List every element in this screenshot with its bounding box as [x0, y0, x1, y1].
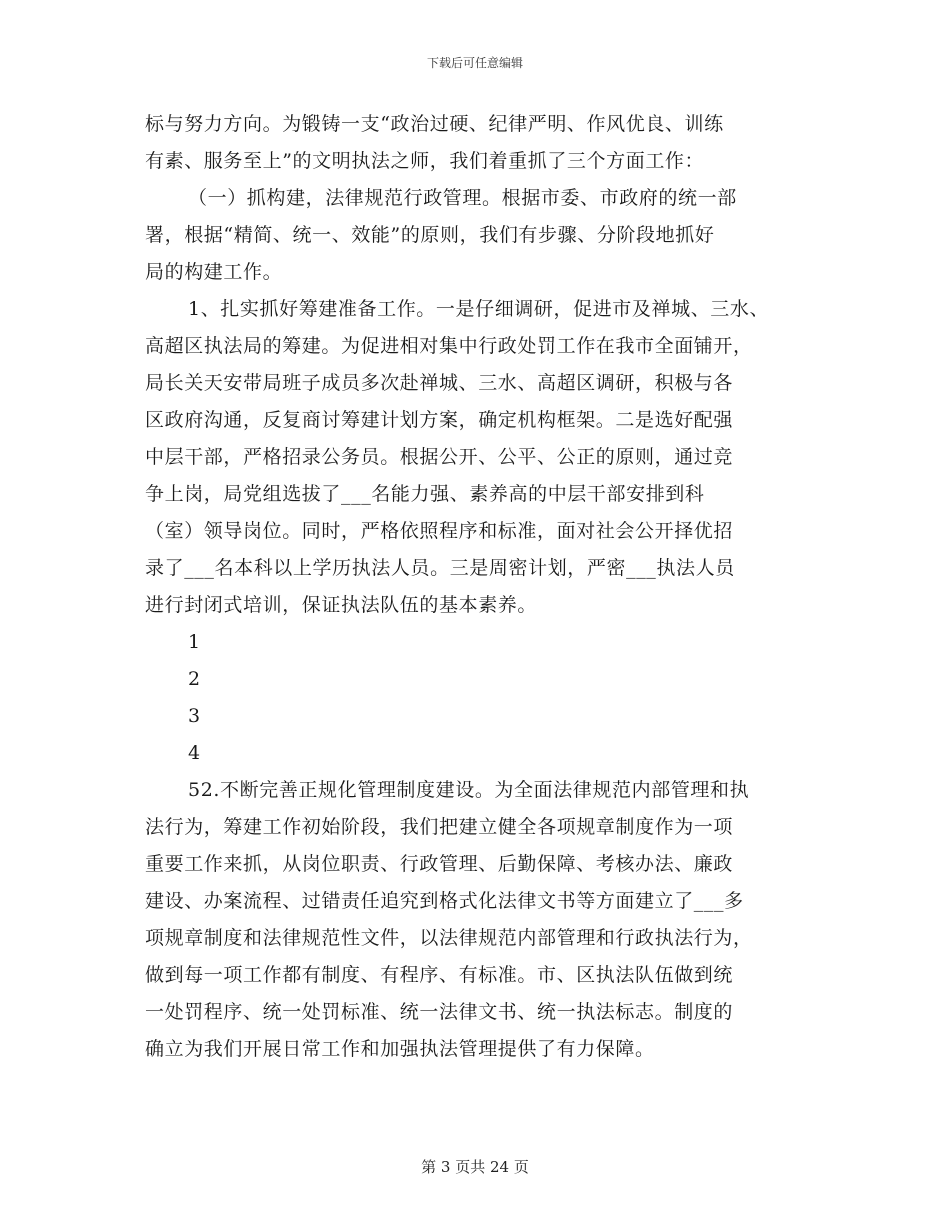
document-body — [145, 106, 835, 1068]
text-line: 一处罚程序、统一处罚标准、统一法律文书、统一执法标志。制度的 — [145, 1001, 734, 1023]
text-line: 区政府沟通，反复商讨筹建计划方案，确定机构框架。二是选好配强 — [145, 409, 734, 431]
text-line: 1、扎实抓好筹建准备工作。一是仔细调研，促进市及禅城、三水、 — [188, 298, 770, 320]
text-line: 争上岗，局党组选拔了___名能力强、素养高的中层干部安排到科 — [145, 483, 705, 505]
text-line: 局的构建工作。 — [145, 261, 283, 283]
text-line: 确立为我们开展日常工作和加强执法管理提供了有力保障。 — [145, 1038, 655, 1060]
list-number: 4 — [188, 742, 201, 764]
text-line: 法行为，筹建工作初始阶段，我们把建立健全各项规章制度作为一项 — [145, 816, 734, 838]
page-header: 下载后可任意编辑 — [426, 56, 523, 70]
text-line: 局长关天安带局班子成员多次赴禅城、三水、高超区调研，积极与各 — [145, 372, 734, 394]
text-line: 建设、办案流程、过错责任追究到格式化法律文书等方面建立了___多 — [145, 890, 744, 912]
text-line: 重要工作来抓，从岗位职责、行政管理、后勤保障、考核办法、廉政 — [145, 853, 734, 875]
text-line: 有素、服务至上”的文明执法之师，我们着重抓了三个方面工作： — [145, 150, 705, 172]
page-footer: 第 3 页共 24 页 — [421, 1158, 529, 1176]
text-line: （室）领导岗位。同时，严格依照程序和标准，面对社会公开择优招 — [145, 520, 734, 542]
text-line: 52.不断完善正规化管理制度建设。为全面法律规范内部管理和执 — [188, 779, 750, 801]
text-line: 高超区执法局的筹建。为促进相对集中行政处罚工作在我市全面铺开， — [145, 335, 753, 357]
text-line: 中层干部，严格招录公务员。根据公开、公平、公正的原则，通过竞 — [145, 446, 734, 468]
text-line: 做到每一项工作都有制度、有程序、有标准。市、区执法队伍做到统 — [145, 964, 734, 986]
text-line: （一）抓构建，法律规范行政管理。根据市委、市政府的统一部 — [188, 187, 737, 209]
list-number: 2 — [188, 668, 201, 690]
list-number: 1 — [188, 631, 201, 653]
text-line: 署，根据“精简、统一、效能”的原则，我们有步骤、分阶段地抓好 — [145, 224, 715, 246]
list-number: 3 — [188, 705, 201, 727]
text-line: 录了___名本科以上学历执法人员。三是周密计划，严密___执法人员 — [145, 557, 735, 579]
text-line: 项规章制度和法律规范性文件，以法律规范内部管理和行政执法行为， — [145, 927, 753, 949]
text-line: 标与努力方向。为锻铸一支“政治过硬、纪律严明、作风优良、训练 — [145, 113, 724, 135]
text-line: 进行封闭式培训，保证执法队伍的基本素养。 — [145, 594, 538, 616]
